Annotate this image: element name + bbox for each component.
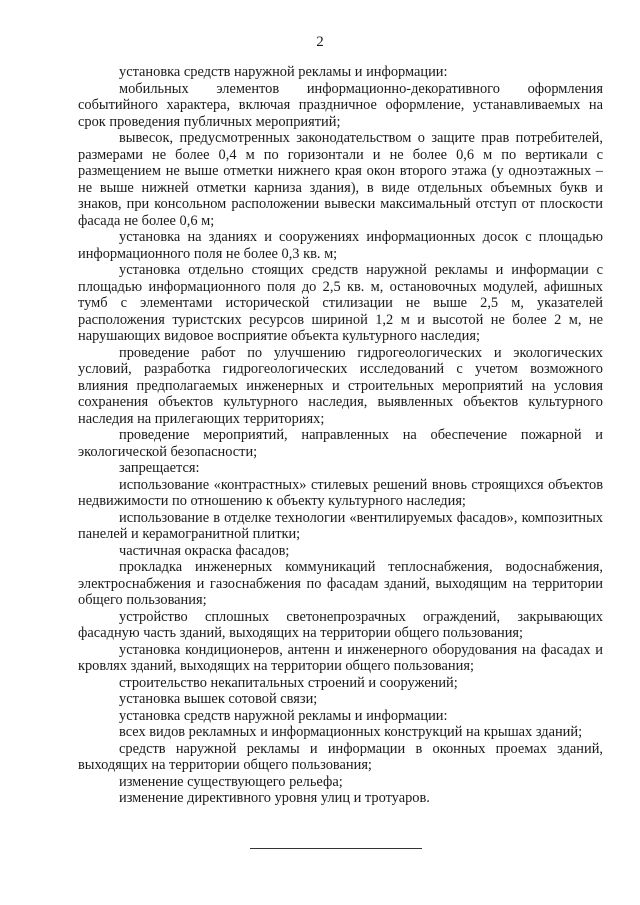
paragraph: установка средств наружной рекламы и информации: xyxy=(119,707,448,724)
paragraph: изменение директивного уровня улиц и тротуаров. xyxy=(119,790,430,806)
paragraph: всех видов рекламных и информационных конструкций на крышах зданий; xyxy=(119,724,583,740)
paragraph: проведение мероприятий, направленных на обеспечение пожарной и экологической безопасности; xyxy=(78,427,603,460)
paragraph: использование «контрастных» стилевых решений вновь строящихся объектов недвижимости по отношению к объекту культурного наследия; xyxy=(78,476,603,509)
page-number: 2 xyxy=(316,34,324,50)
paragraph: установка отдельно стоящих средств наружной рекламы и информации с площадью информационного поля до 2,5 кв. м, остановочных модулей, афишных тумб с элементами исторической стилизации не выше 2,5 м, указателей расположения туристских ресурсов шириной 1,2 м и высотой не более 2 м, не нарушающих видовое восприятие объекта культурного наследия; xyxy=(78,262,603,344)
paragraph: установка средств наружной рекламы и информации: xyxy=(119,64,448,80)
paragraph: проведение работ по улучшению гидрогеологических и экологических условий, разработка гидрогеологических исследований с учетом возможного влияния предполагаемых инженерных и строительных мероприятий на условия сохранения объектов культурного наследия, выявленных объектов культурного наследия на прилегающих территориях; xyxy=(78,344,603,427)
paragraph: установка вышек сотовой связи; xyxy=(119,691,318,707)
paragraph: прокладка инженерных коммуникаций теплоснабжения, водоснабжения, электроснабжения и газоснабжения по фасадам зданий, выходящим на территории общего пользования; xyxy=(78,559,603,608)
paragraph: мобильных элементов информационно-декоративного оформления событийного характера, включая праздничное оформление, устанавливаемых на срок проведения публичных мероприятий; xyxy=(78,80,603,130)
paragraph: установка кондиционеров, антенн и инженерного оборудования на фасадах и кровлях зданий, выходящих на территории общего пользования; xyxy=(78,641,603,674)
paragraph: использование в отделке технологии «вентилируемых фасадов», композитных панелей и керамогранитной плитки; xyxy=(78,509,603,542)
paragraph: строительство некапитальных строений и сооружений; xyxy=(119,674,458,691)
end-divider-line xyxy=(250,848,422,849)
document-body xyxy=(78,64,603,807)
paragraph: устройство сплошных светонепрозрачных ограждений, закрывающих фасадную часть зданий, выходящих на территории общего пользования; xyxy=(78,608,603,641)
paragraph: запрещается: xyxy=(119,460,200,476)
paragraph: вывесок, предусмотренных законодательством о защите прав потребителей, размерами не более 0,4 м по горизонтали и не более 0,6 м по вертикали с размещением не выше отметки нижнего края окон второго этажа (у одноэтажных – не выше нижней отметки карниза здания), в виде отдельных объемных букв и знаков, при консольном расположении вывески максимальный отступ от плоскости фасада не более 0,6 м; xyxy=(78,130,603,229)
paragraph: частичная окраска фасадов; xyxy=(119,542,290,559)
paragraph: установка на зданиях и сооружениях информационных досок с площадью информационного поля не более 0,3 кв. м; xyxy=(78,229,603,262)
paragraph: изменение существующего рельефа; xyxy=(119,773,343,790)
paragraph: средств наружной рекламы и информации в оконных проемах зданий, выходящих на территории общего пользования; xyxy=(78,740,603,773)
